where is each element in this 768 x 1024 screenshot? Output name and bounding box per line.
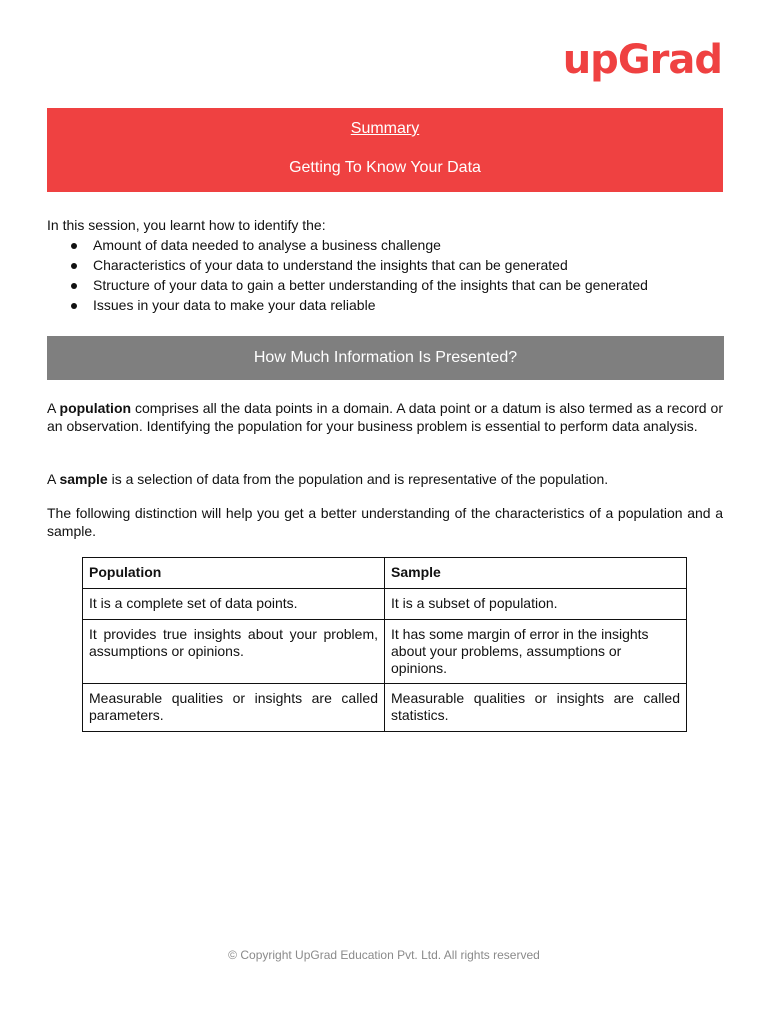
table-cell: It is a complete set of data points. <box>83 589 385 620</box>
upgrad-logo: upGrad <box>562 37 722 83</box>
para-prefix: A <box>47 400 60 416</box>
learning-list <box>47 235 723 315</box>
para-prefix: A <box>47 471 60 487</box>
table-cell: Measurable qualities or insights are called statistics. <box>385 684 687 732</box>
sample-term: sample <box>59 471 108 487</box>
header-sample: Sample <box>385 558 687 589</box>
population-paragraph <box>47 400 723 435</box>
summary-subtitle: Getting To Know Your Data <box>289 159 481 176</box>
table-row <box>83 620 687 684</box>
copyright-footer: © Copyright UpGrad Education Pvt. Ltd. All rights reserved <box>228 948 540 962</box>
table-cell: It has some margin of error in the insights about your problems, assumptions or opinions. <box>385 620 687 684</box>
table-row <box>83 589 687 620</box>
summary-title: Summary <box>350 120 420 137</box>
intro-lead: In this session, you learnt how to identify the: <box>47 217 326 233</box>
table-header-row <box>83 558 687 589</box>
para-text: comprises all the data points in a domain. A data point or a datum is also termed as a record or an observation. Identifying the population for your business problem is essential to perform data analysis. <box>47 400 723 434</box>
distinction-paragraph: The following distinction will help you get a better understanding of the characteristics of a population and a sample. <box>47 505 723 539</box>
sample-paragraph <box>47 471 723 489</box>
table-cell: It provides true insights about your problem, assumptions or opinions. <box>83 620 385 684</box>
section-heading: How Much Information Is Presented? <box>47 336 724 380</box>
list-item: Structure of your data to gain a better understanding of the insights that can be generated <box>47 275 723 295</box>
table-cell: It is a subset of population. <box>385 589 687 620</box>
table-cell: Measurable qualities or insights are called parameters. <box>83 684 385 732</box>
table-row <box>83 684 687 732</box>
list-item: Amount of data needed to analyse a business challenge <box>47 235 723 255</box>
list-item: Characteristics of your data to understand the insights that can be generated <box>47 255 723 275</box>
session-intro <box>47 215 723 315</box>
header-population: Population <box>83 558 385 589</box>
para-text: is a selection of data from the population and is representative of the population. <box>107 471 609 487</box>
list-item: Issues in your data to make your data reliable <box>47 295 723 315</box>
population-term: population <box>59 400 132 416</box>
summary-banner <box>47 108 723 192</box>
distinction-table <box>82 557 687 732</box>
